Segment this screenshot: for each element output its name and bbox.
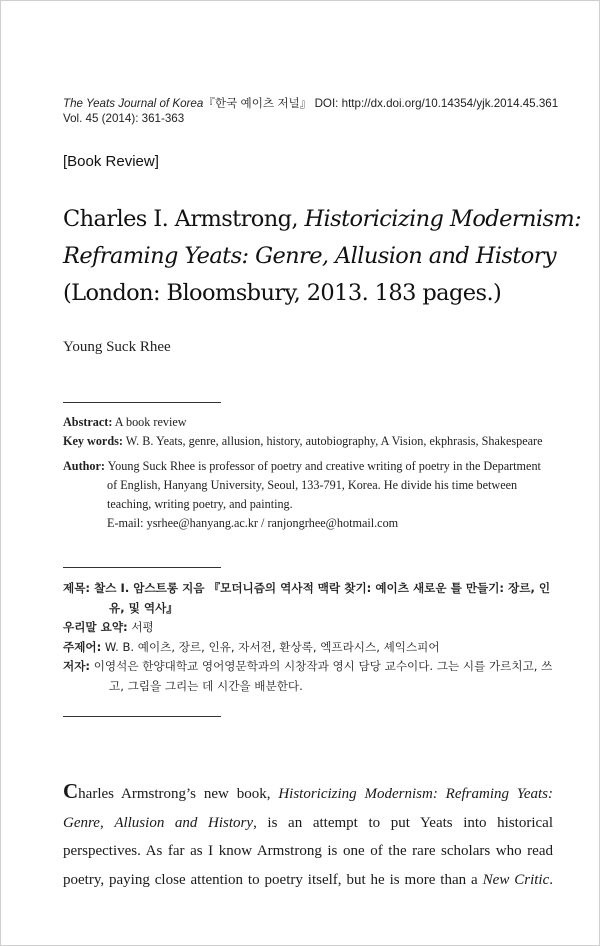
body-line-4 xyxy=(63,866,553,895)
body-paragraph xyxy=(63,777,553,894)
journal-line xyxy=(63,96,593,111)
korean-title-label: 제목: xyxy=(63,581,91,595)
keywords-row xyxy=(63,432,553,451)
drop-cap: C xyxy=(63,779,79,803)
abstract-row xyxy=(63,413,553,432)
body-text-run: . xyxy=(549,871,554,888)
title-line-1 xyxy=(63,201,583,238)
body-text-run: harles Armstrong’s new book, xyxy=(78,786,279,802)
english-metadata xyxy=(63,413,553,533)
title-book-part-1: Historicizing Modernism: xyxy=(304,206,582,232)
body-text-run: , xyxy=(99,814,115,831)
keywords-value: W. B. Yeats, genre, allusion, history, autobiography, A Vision, ekphrasis, Shakespeare xyxy=(122,434,543,448)
body-line-1 xyxy=(63,777,553,809)
korean-author-label: 저자: xyxy=(63,659,91,673)
korean-author-row xyxy=(63,657,553,696)
body-text-run: , is an attempt to put Yeats into historical xyxy=(253,814,553,831)
abstract-label: Abstract: xyxy=(63,415,113,429)
divider xyxy=(63,567,221,568)
journal-korean-name: 『한국 예이츠 저널』 xyxy=(203,97,312,110)
keywords-label: Key words: xyxy=(63,434,123,448)
body-italic-run: Genre xyxy=(63,814,100,831)
korean-title-row xyxy=(63,579,553,618)
korean-summary-label: 우리말 요약: xyxy=(63,620,128,634)
body-text-run: poetry, paying close attention to poetry itself, but he is more than a xyxy=(63,871,483,888)
volume-pages: Vol. 45 (2014): 361-363 xyxy=(63,112,185,125)
korean-summary-value: 서평 xyxy=(127,620,154,634)
korean-metadata xyxy=(63,579,553,696)
author-value: Young Suck Rhee is professor of poetry and creative writing of poetry in the Department of English, Hanyang University, Seoul, 133-791, Korea. He divide his time between teaching, writing poetry, and painting. xyxy=(104,459,541,511)
doi-link[interactable]: DOI: http://dx.doi.org/10.14354/yjk.2014.45.361 xyxy=(314,97,559,110)
journal-name: The Yeats Journal of Korea xyxy=(63,97,204,110)
divider xyxy=(63,402,221,403)
body-italic-run: Historicizing Modernism: Reframing Yeats: xyxy=(278,786,553,802)
korean-keywords-row xyxy=(63,638,553,658)
running-header xyxy=(63,96,593,126)
body-italic-run: Allusion and History xyxy=(114,814,254,831)
email-line[interactable]: E-mail: ysrhee@hanyang.ac.kr / ranjongrhee@hotmail.com xyxy=(107,516,399,530)
title-line-2: Reframing Yeats: Genre, Allusion and History xyxy=(63,243,556,269)
korean-summary-row xyxy=(63,618,553,638)
body-line-2 xyxy=(63,809,553,838)
korean-keywords-value: W. B. 예이츠, 장르, 인유, 자서전, 환상록, 엑프라시스, 셰익스피어 xyxy=(101,639,440,654)
body-line-3: perspectives. As far as I know Armstrong is one of the rare scholars who read xyxy=(63,843,553,859)
abstract-value: A book review xyxy=(112,415,187,429)
article-title xyxy=(63,201,583,312)
korean-title-value: 찰스 I. 암스트롱 지음 『모더니즘의 역사적 맥락 찾기: 예이츠 새로운 틀 만들기: 장르, 인유, 및 역사』 xyxy=(90,581,551,615)
title-author: Charles I. Armstrong, xyxy=(63,206,305,232)
korean-keywords-label: 주제어: xyxy=(63,639,102,654)
author-row xyxy=(63,457,553,514)
section-tag: [Book Review] xyxy=(63,153,159,170)
korean-author-value: 이영석은 한양대학교 영어영문학과의 시창작과 영시 담당 교수이다. 그는 시를 가르치고, 쓰고, 그림을 그리는 데 시간을 배분한다. xyxy=(90,659,553,693)
author-label: Author: xyxy=(63,459,105,473)
email-row xyxy=(63,514,553,533)
body-italic-run: New Critic xyxy=(482,871,550,888)
author-name: Young Suck Rhee xyxy=(63,339,171,355)
divider xyxy=(63,716,221,717)
title-line-3: (London: Bloomsbury, 2013. 183 pages.) xyxy=(63,280,502,306)
